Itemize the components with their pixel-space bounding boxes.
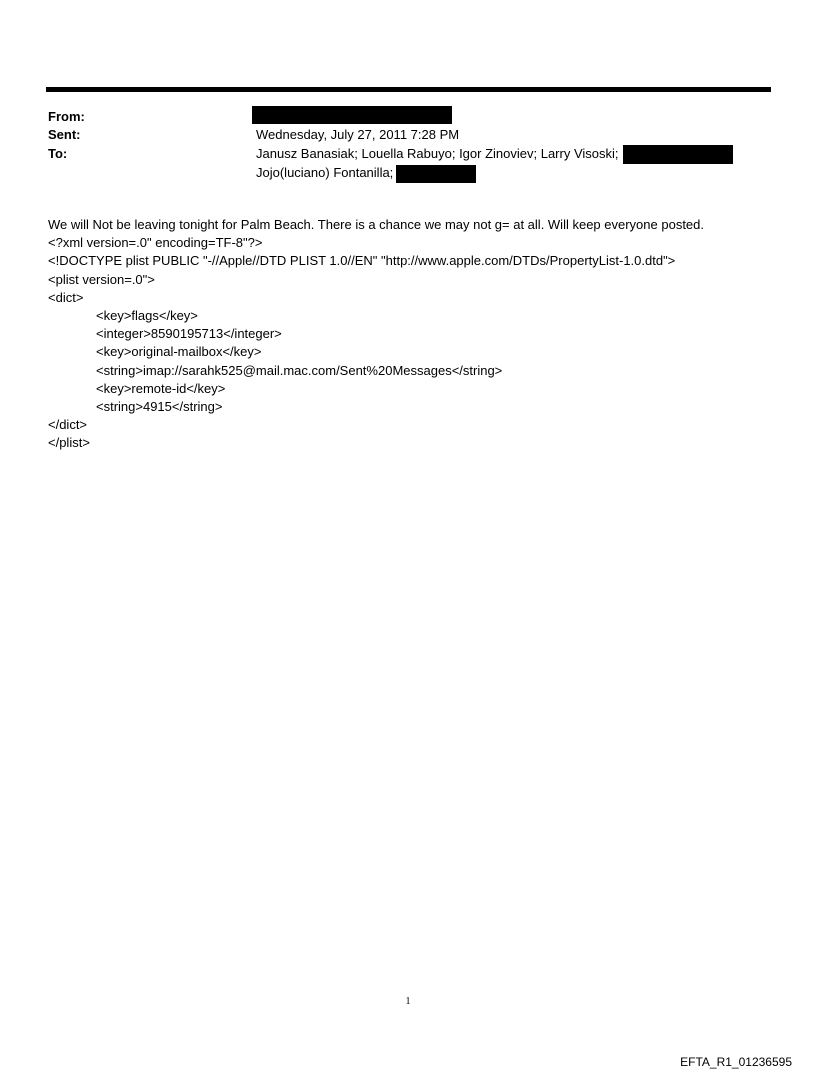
email-body [48, 216, 768, 453]
body-line: We will Not be leaving tonight for Palm Beach. There is a chance we may not g= at all. Will keep everyone posted. [48, 217, 704, 232]
to-recipients-2: Jojo(luciano) Fontanilla; [256, 165, 394, 180]
body-line: <?xml version=.0" encoding=TF-8"?> [48, 235, 263, 251]
body-line: <string>imap://sarahk525@mail.mac.com/Sent%20Messages</string> [96, 362, 503, 378]
body-line: <!DOCTYPE plist PUBLIC "-//Apple//DTD PLIST 1.0//EN" "http://www.apple.com/DTDs/PropertyList-1.0.dtd"> [48, 253, 676, 269]
body-line: </dict> [48, 417, 88, 433]
body-line: <plist version=.0"> [48, 271, 155, 287]
from-label: From: [48, 109, 85, 124]
body-line: <dict> [48, 289, 84, 305]
sent-label: Sent: [48, 127, 81, 142]
to-label: To: [48, 146, 68, 161]
to-recipients-1: Janusz Banasiak; Louella Rabuyo; Igor Zinoviev; Larry Visoski; [256, 146, 619, 161]
sent-value: Wednesday, July 27, 2011 7:28 PM [256, 127, 460, 142]
to-value-line2 [256, 164, 476, 183]
page-number: 1 [405, 996, 411, 1007]
redaction-to-2 [396, 165, 476, 183]
body-line: <key>original-mailbox</key> [96, 344, 262, 360]
body-line: <string>4915</string> [96, 399, 223, 415]
redaction-from [252, 106, 452, 124]
body-line: </plist> [48, 435, 90, 451]
redaction-to-1 [623, 145, 733, 164]
header-rule [46, 87, 771, 92]
body-line: <key>flags</key> [96, 308, 198, 324]
body-line: <integer>8590195713</integer> [96, 326, 282, 342]
bates-number: EFTA_R1_01236595 [680, 1055, 792, 1069]
to-value-line1 [256, 145, 733, 164]
body-line: <key>remote-id</key> [96, 380, 226, 396]
